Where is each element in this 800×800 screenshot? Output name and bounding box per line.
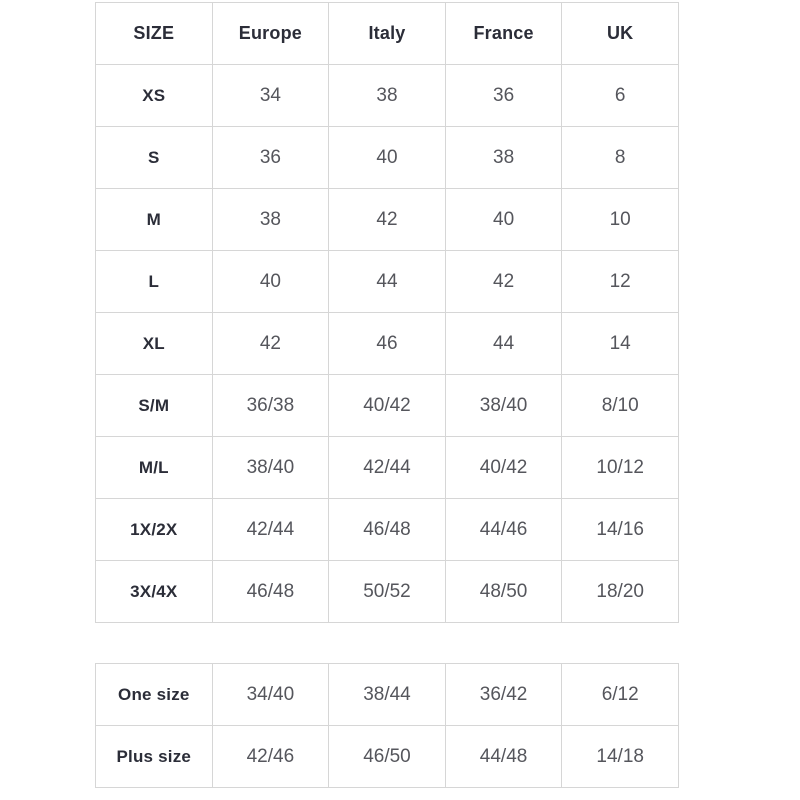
value-cell: 44: [329, 251, 446, 313]
table-row-plus-size: [96, 726, 679, 788]
value-cell: 36: [212, 127, 329, 189]
value-cell: 46/50: [329, 726, 446, 788]
column-header-italy: Italy: [329, 3, 446, 65]
value-cell: 38: [329, 65, 446, 127]
header-row: [96, 3, 679, 65]
size-label-cell: 3X/4X: [96, 561, 213, 623]
value-cell: 44: [445, 313, 562, 375]
column-header-uk: UK: [562, 3, 679, 65]
table-row-s: [96, 127, 679, 189]
value-cell: 10: [562, 189, 679, 251]
size-conversion-table: [95, 2, 679, 623]
value-cell: 36/38: [212, 375, 329, 437]
value-cell: 8/10: [562, 375, 679, 437]
value-cell: 46/48: [329, 499, 446, 561]
size-label-cell: XS: [96, 65, 213, 127]
size-label-cell: Plus size: [96, 726, 213, 788]
table-row-1x2x: [96, 499, 679, 561]
value-cell: 40/42: [329, 375, 446, 437]
value-cell: 40: [445, 189, 562, 251]
value-cell: 6/12: [562, 664, 679, 726]
secondary-size-table-body: [96, 664, 679, 788]
table-row-sm: [96, 375, 679, 437]
value-cell: 42/46: [212, 726, 329, 788]
size-label-cell: S/M: [96, 375, 213, 437]
value-cell: 38/40: [445, 375, 562, 437]
size-label-cell: One size: [96, 664, 213, 726]
column-header-size: SIZE: [96, 3, 213, 65]
secondary-size-table: [95, 663, 679, 788]
size-label-cell: XL: [96, 313, 213, 375]
value-cell: 40/42: [445, 437, 562, 499]
value-cell: 34: [212, 65, 329, 127]
value-cell: 36: [445, 65, 562, 127]
value-cell: 14/18: [562, 726, 679, 788]
value-cell: 44/46: [445, 499, 562, 561]
value-cell: 6: [562, 65, 679, 127]
main-size-table-header: [96, 3, 679, 65]
value-cell: 42/44: [212, 499, 329, 561]
size-label-cell: M: [96, 189, 213, 251]
table-row-m: [96, 189, 679, 251]
size-label-cell: S: [96, 127, 213, 189]
value-cell: 42: [329, 189, 446, 251]
value-cell: 38: [212, 189, 329, 251]
value-cell: 36/42: [445, 664, 562, 726]
main-size-table-body: [96, 65, 679, 623]
size-label-cell: L: [96, 251, 213, 313]
table-row-ml: [96, 437, 679, 499]
size-label-cell: M/L: [96, 437, 213, 499]
value-cell: 38/40: [212, 437, 329, 499]
table-row-xl: [96, 313, 679, 375]
value-cell: 42/44: [329, 437, 446, 499]
value-cell: 40: [212, 251, 329, 313]
value-cell: 12: [562, 251, 679, 313]
column-header-europe: Europe: [212, 3, 329, 65]
size-label-cell: 1X/2X: [96, 499, 213, 561]
value-cell: 44/48: [445, 726, 562, 788]
value-cell: 50/52: [329, 561, 446, 623]
value-cell: 10/12: [562, 437, 679, 499]
value-cell: 34/40: [212, 664, 329, 726]
value-cell: 42: [212, 313, 329, 375]
value-cell: 18/20: [562, 561, 679, 623]
value-cell: 14/16: [562, 499, 679, 561]
value-cell: 40: [329, 127, 446, 189]
value-cell: 46/48: [212, 561, 329, 623]
value-cell: 46: [329, 313, 446, 375]
special-sizes-table: [95, 663, 679, 788]
value-cell: 42: [445, 251, 562, 313]
main-size-table: [95, 2, 679, 623]
table-row-l: [96, 251, 679, 313]
value-cell: 38/44: [329, 664, 446, 726]
column-header-france: France: [445, 3, 562, 65]
table-row-one-size: [96, 664, 679, 726]
value-cell: 14: [562, 313, 679, 375]
value-cell: 48/50: [445, 561, 562, 623]
table-row-3x4x: [96, 561, 679, 623]
value-cell: 38: [445, 127, 562, 189]
table-row-xs: [96, 65, 679, 127]
value-cell: 8: [562, 127, 679, 189]
